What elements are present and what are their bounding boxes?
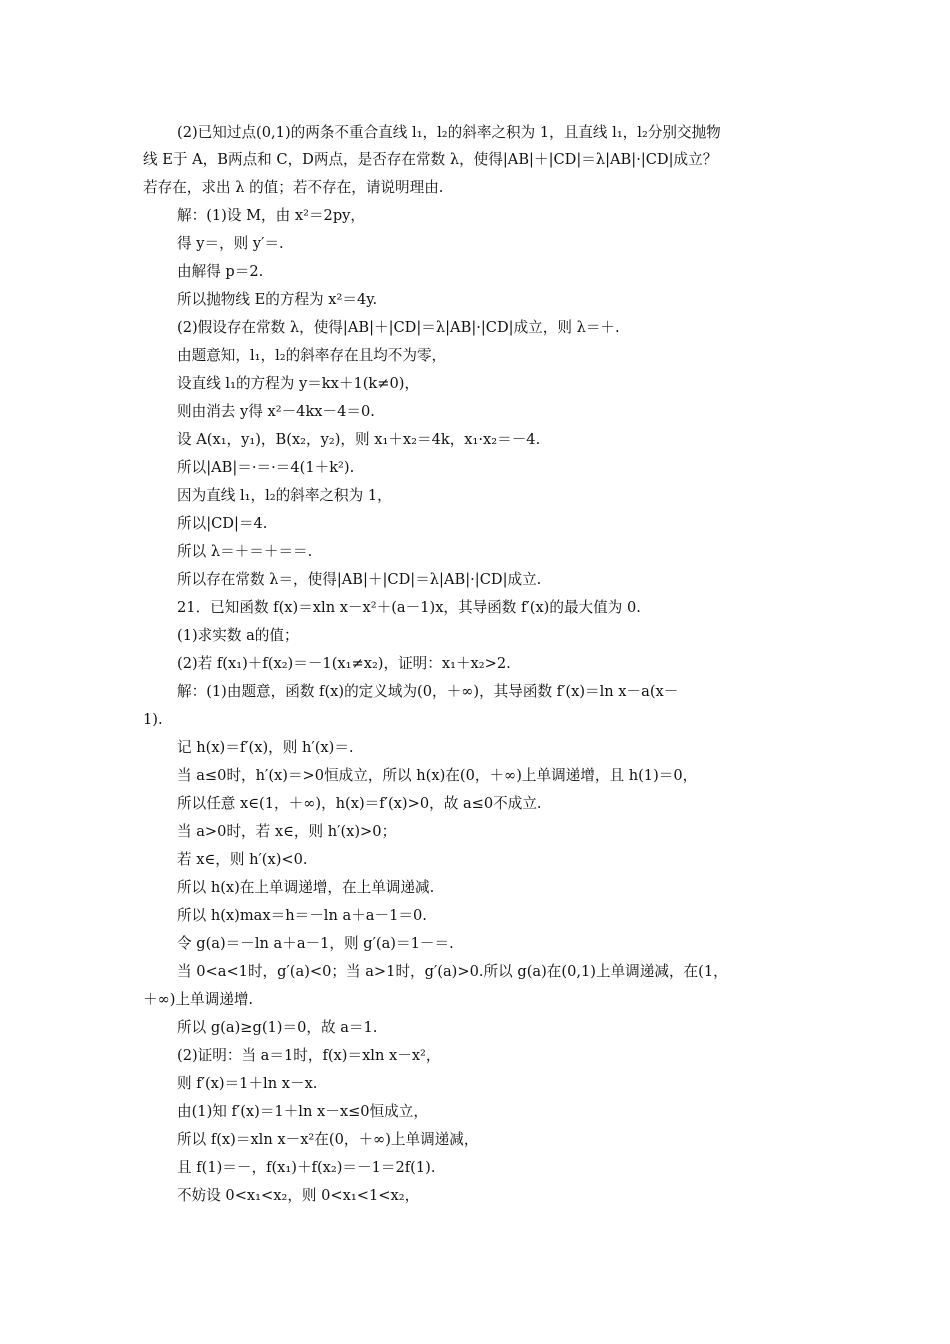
text-line: ＋∞)上单调递增. — [143, 991, 254, 1008]
text-line: 所以 f(x)＝xln x－x²在(0，＋∞)上单调递减， — [177, 1131, 479, 1148]
text-line: 则 f′(x)＝1＋ln x－x. — [177, 1075, 318, 1092]
text-line: (2)已知过点(0,1)的两条不重合直线 l₁，l₂的斜率之积为 1，且直线 l₁，l₂分别交抛物 — [177, 124, 721, 141]
text-line: (2)假设存在常数 λ，使得|AB|＋|CD|＝λ|AB|·|CD|成立，则 λ＝＋. — [177, 319, 620, 336]
text-line: 解：(1)由题意，函数 f(x)的定义域为(0，＋∞)，其导函数 f′(x)＝ln x－a(x－ — [177, 683, 679, 700]
text-line: 因为直线 l₁，l₂的斜率之积为 1， — [177, 487, 392, 504]
text-line: 设直线 l₁的方程为 y＝kx＋1(k≠0)， — [177, 375, 420, 392]
text-line: 所以 h(x)max＝h＝－ln a＋a－1＝0. — [177, 907, 427, 924]
text-line: 当 0<a<1时，g′(a)<0；当 a>1时，g′(a)>0.所以 g(a)在(0,1)上单调递减，在(1， — [177, 963, 728, 980]
text-line: 且 f(1)＝－，f(x₁)＋f(x₂)＝－1＝2f(1). — [177, 1159, 436, 1176]
text-line: 则由消去 y得 x²－4kx－4＝0. — [177, 403, 375, 420]
text-line: 1). — [143, 711, 163, 728]
text-line: 记 h(x)＝f′(x)，则 h′(x)＝. — [177, 739, 354, 756]
text-line: 若存在，求出 λ 的值；若不存在，请说明理由. — [143, 179, 444, 196]
text-line: 所以|CD|＝4. — [177, 515, 268, 532]
text-line: 所以任意 x∈(1，＋∞)，h(x)＝f′(x)>0，故 a≤0不成立. — [177, 795, 542, 812]
text-line: 由解得 p＝2. — [177, 263, 264, 280]
text-line: 若 x∈，则 h′(x)<0. — [177, 851, 308, 868]
text-line: 21．已知函数 f(x)＝xln x－x²＋(a－1)x，其导函数 f′(x)的最大值为 0. — [177, 599, 641, 616]
text-line: 得 y＝，则 y′＝. — [177, 235, 284, 252]
text-line: 所以|AB|＝·＝·＝4(1＋k²). — [177, 459, 355, 476]
text-line: (1)求实数 a的值； — [177, 627, 299, 644]
text-line: 所以 h(x)在上单调递增，在上单调递减. — [177, 879, 435, 896]
text-line: 设 A(x₁，y₁)，B(x₂，y₂)，则 x₁＋x₂＝4k，x₁·x₂＝－4. — [177, 431, 541, 448]
text-line: 所以 λ＝＋＝＋＝＝. — [177, 543, 313, 560]
text-line: (2)证明：当 a＝1时，f(x)＝xln x－x²， — [177, 1047, 441, 1064]
text-line: 所以存在常数 λ＝，使得|AB|＋|CD|＝λ|AB|·|CD|成立. — [177, 571, 542, 588]
text-line: 线 E于 A，B两点和 C，D两点，是否存在常数 λ，使得|AB|＋|CD|＝λ|AB|·|CD|成立？ — [143, 151, 718, 168]
text-line: 由(1)知 f′(x)＝1＋ln x－x≤0恒成立， — [177, 1103, 428, 1120]
text-line: (2)若 f(x₁)＋f(x₂)＝－1(x₁≠x₂)，证明：x₁＋x₂>2. — [177, 655, 511, 672]
text-line: 当 a>0时，若 x∈，则 h′(x)>0； — [177, 823, 397, 840]
text-line: 所以抛物线 E的方程为 x²＝4y. — [177, 291, 378, 308]
text-line: 所以 g(a)≥g(1)＝0，故 a＝1. — [177, 1019, 378, 1036]
text-line: 当 a≤0时，h′(x)＝>0恒成立，所以 h(x)在(0，＋∞)上单调递增，且 h(1)＝0， — [177, 767, 698, 784]
text-line: 解：(1)设 M，由 x²＝2py， — [177, 207, 366, 224]
text-line: 不妨设 0<x₁<x₂，则 0<x₁<1<x₂， — [177, 1187, 420, 1204]
text-line: 令 g(a)＝－ln a＋a－1，则 g′(a)＝1－＝. — [177, 935, 454, 952]
text-line: 由题意知，l₁，l₂的斜率存在且均不为零， — [177, 347, 447, 364]
